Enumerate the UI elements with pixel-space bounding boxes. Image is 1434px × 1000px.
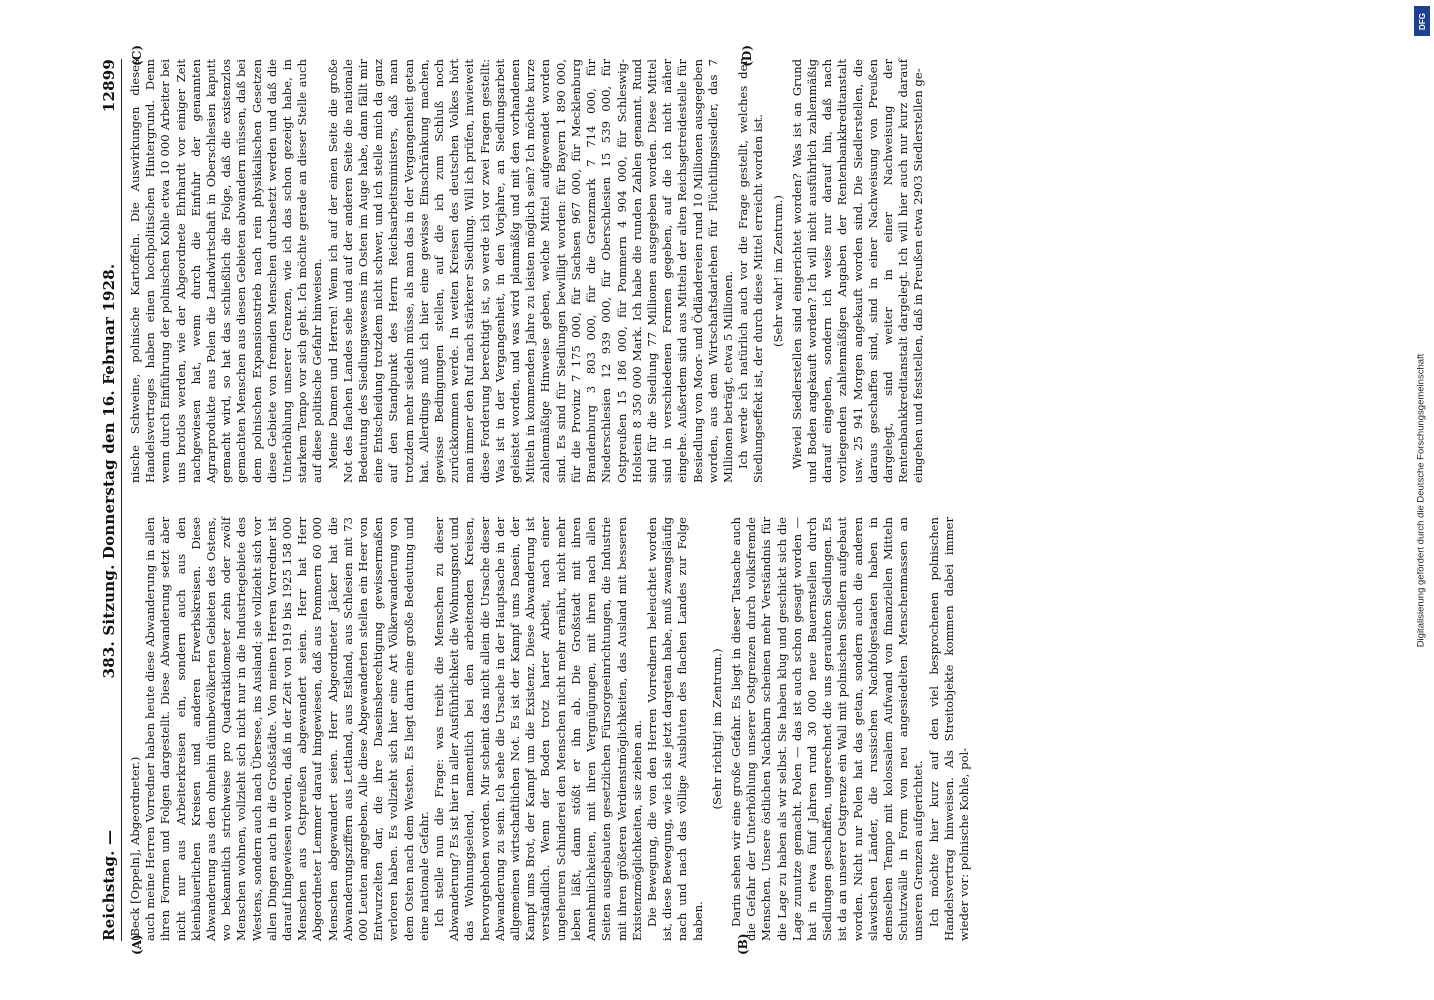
paragraph: Meine Damen und Herren! Wenn ich auf der einen Seite die große Not des flachen Landes sehe und auf der anderen Seite die nationale Bedeutung des Siedlungswesens im Osten im Auge habe, dann fällt mir eine Entscheidung trotzdem nicht schwer, und ich stelle mich da ganz auf den Standpunkt des Herrn Reichsarbeitsministers, daß man trotzdem mehr siedeln müsse, als man das in der Vergangenheit getan hat. Allerdings muß ich hier eine gewisse Einschränkung machen, gewisse Bedingungen stellen, auf die ich zum Schluß noch zurückkommen werde. In weiten Kreisen des deutschen Volkes hört man immer den Ruf nach stärkerer Siedlung. Will ich prüfen, inwieweit diese Forderung berechtigt ist, so werde ich vor zwei Fragen gestellt: Was ist in der Vergangenheit, in den Vorjahre, an Siedlungsarbeit geleistet worden, und was wird planmäßig und mit den vorhandenen Mitteln in kommenden Jahre zu leisten möglich sein? Ich möchte kurze zahlenmäßige Hinweise geben, welche Mittel aufgewendet worden sind. Es sind für Siedlungen bewilligt worden: für Bayern 1 890 000, für die Provinz 7 175 000, für Sachsen 967 000, für Mecklenburg Brandenburg 3 803 000, für die Grenzmark 7 714 000, für Niederschlesien 12 939 000, für Oberschlesien 15 539 000, für Ostpreußen 15 186 000, für Pommern 4 904 000, für Schleswig-Holstein 8 350 000 Mark. Ich habe die runden Zahlen genannt. Rund sind für die Siedlung 77 Millionen ausgegeben worden. Diese Mittel sind in verschiedenen Formen gegeben, auf die ich nicht näher eingehe. Außerdem sind aus Mitteln der alten Reichsgetreidestelle für Besiedlung von Moor- und Ödländereien rund 10 Millionen ausgegeben worden, aus dem Wirtschaftsdarlehen für Flüchtlingssiedler, das 7 Millionen beträgt, etwa 5 Millionen.	[325, 59, 735, 483]
paragraph: nische Schweine, polnische Kartoffeln. Die Auswirkungen dieses Handelsvertrages haben einen hochpolitischen Hintergrund. Denn wenn durch Einführung der polnischen Kohle etwa 10 000 Arbeiter bei uns brotlos werden, wie der Abgeordnete Ehrhardt vor einiger Zeit nachgewiesen hat, wenn durch die Einfuhr der genannten Agrarprodukte aus Polen die Landwirtschaft in Oberschlesien kaputt gemacht wird, so hat das schließlich die Folge, daß die existenzlos gemachten Menschen aus diesen Gebieten abwandern müssen, daß bei dem polnischen Expansionstrieb nach rein physikalischen Gesetzen diese Gebiete von fremden Menschen durchsetzt werden und daß die Unterhöhlung unserer Grenzen, wie ich das schon gezeigt habe, in starkem Tempo vor sich geht. Ich möchte gerade an dieser Stelle auch auf diese politische Gefahr hinweisen.	[128, 59, 325, 483]
margin-marker-d: (D)	[740, 45, 754, 67]
page-number: 12899	[100, 59, 118, 113]
dfg-logo	[1414, 6, 1430, 36]
header-left: Reichstag. —	[100, 829, 118, 941]
paragraph: auch meine Herren Vorredner haben heute diese Abwanderung in allen ihren Formen und Folgen dargestellt. Diese Abwanderung setzt aber nicht nur aus Arbeiterkreisen ein, sondern auch aus den kleinbäuerlichen Kreisen und anderen Erwerbskreisen. Diese Abwanderung aus den ohnehin dünnbevölkerten Gebieten des Ostens, wo bekanntlich strichweise pro Quadratkilometer zehn oder zwölf Menschen wohnen, vollzieht sich nicht nur in die Industriegebiete des Westens, sondern auch nach Übersee, ins Ausland; sie vollzieht sich vor allen Dingen auch in die Großstädte. Von meinen Herren Vorredner ist darauf hingewiesen worden, daß in der Zeit von 1919 bis 1925 158 000 Menschen aus Ostpreußen abgewandert seien. Herr hat Herr Abgeordneter Lemmer darauf hingewiesen, daß aus Pommern 60 000 Menschen abgewandert seien. Herr Abgeordneter Jäcker hat die Abwanderungsziffern aus Lettland, aus Estland, aus Schlesien mit 73 000 Leuten angegeben. Alle diese Abgewanderten stellen ein Heer von Entwurzelten dar, die ihre Daseinsberechtigung gewissermaßen verloren haben. Es vollzieht sich hier eine Art Völkerwanderung von dem Osten nach dem Westen. Es liegt darin eine große Bedeutung und eine nationale Gefahr.	[143, 517, 431, 941]
margin-marker-c: (C)	[130, 45, 144, 66]
interjection: (Sehr wahr! im Zentrum.)	[770, 195, 785, 347]
margin-marker-a: (A)	[130, 934, 144, 955]
header-session-date: 383. Sitzung. Donnerstag den 16. Februar 1928.	[100, 263, 118, 679]
paragraph: Ich stelle nun die Frage: was treibt die Menschen zu dieser Abwanderung? Es ist hier in aller Ausführlichkeit die Wohnungsnot und das Wohnungselend, namentlich bei den arbeitenden Kreisen, hervorgehoben worden. Mir scheint das nicht allein die Ursache dieser Abwanderung zu sein. Ich sehe die Ursache in der Hauptsache in der allgemeinen wirtschaftlichen Not. Es ist der Kampf ums Dasein, der Kampf ums Brot, der Kampf um die Existenz. Diese Abwanderung ist verständlich. Wenn der Boden trotz harter Arbeit, nach einer ungeheuren Schinderei den Menschen nicht mehr ernährt, nicht mehr leben läßt, dann stößt er ihn ab. Die Großstadt mit ihren Annehmlichkeiten, mit ihren Vergnügungen, mit ihren nach allen Seiten ausgebauten gesetzlichen Fürsorgeeinrichtungen, die Industrie mit ihren größeren Verdienstmöglichkeiten, das Ausland mit besseren Existenzmöglichkeiten, sie ziehen an.	[432, 517, 644, 941]
page-header	[100, 59, 122, 941]
digitization-note-text: Digitalisierung gefördert durch die Deutsche Forschungsgemeinschaft	[1415, 353, 1427, 647]
document-page	[90, 45, 1330, 955]
paragraph: Ich werde ich natürlich auch vor die Frage gestellt, welches der Siedlungseffekt ist, der durch diese Mittel erreicht worden ist.	[736, 59, 766, 483]
digitization-note	[1410, 0, 1432, 1000]
dfg-logo-text: DFG	[1417, 12, 1427, 30]
right-column	[128, 59, 972, 483]
paragraph: Die Bewegung, die von den Herren Vorrednern beleuchtet worden ist, diese Bewegung, wie ich sie jetzt dargetan habe, muß zwangsläufig nach und nach das völlige Ausbluten des flachen Landes zur Folge haben.	[644, 517, 705, 941]
margin-marker-b: (B)	[736, 933, 750, 955]
speaker-line: (Beck [Oppeln], Abgeordneter.)	[128, 756, 142, 941]
text-columns	[128, 45, 972, 955]
left-column	[128, 517, 972, 941]
paragraph: Darin sehen wir eine große Gefahr. Es liegt in dieser Tatsache auch die Gefahr der Unterhöhlung unserer Ostgrenzen durch volksfremde Menschen. Unsere östlichen Nachbarn scheinen mehr Verständnis für die Lage zu haben als wir selbst. Sie haben klug und geschickt sich die Lage zunutze gemacht. Polen — das ist auch schon gesagt worden — hat in etwa fünf Jahren rund 30 000 neue Bauernstellen durch Siedlungen geschaffen, ungerechnet die uns geraubten Siedlungen. Es ist da an unserer Ostgrenze ein Wall mit polnischen Siedlern aufgebaut worden. Nicht nur Polen hat das getan, sondern auch die anderen slawischen Länder, die russischen Nachfolgestaaten haben in demselben Tempo mit kolossalem Aufwand von finanziellen Mitteln Schutzwälle in Form von neu angesiedelten Menschenmassen an unseren Grenzen aufgerichtet.	[728, 517, 926, 941]
interjection: (Sehr richtig! im Zentrum.)	[709, 648, 724, 810]
paragraph: Wieviel Siedlerstellen sind eingerichtet worden? Was ist an Grund und Boden angekauft worden? Ich will nicht ausführlich zahlenmäßig darauf eingehen, sondern ich weise nur darauf hin, daß nach vorliegenden zahlenmäßigen Angaben der Rentenbankkreditanstalt usw. 25 941 Morgen angekauft worden sind. Die Siedlerstellen, die daraus geschaffen sind, sind in einer Nachweisung von Preußen dargelegt, sind weiter in einer Nachweisung der Rentenbankkreditanstalt dargelegt. Ich will hier auch nur kurz darauf eingehen und feststellen, daß in Preußen etwa 2903 Siedlerstellen ge-	[789, 59, 926, 483]
paragraph: Ich möchte hier kurz auf den viel besprochenen polnischen Handelsvertrag hinweisen. Als Streitobjekte kommen dabei immer wieder vor: polnische Kohle, pol-	[926, 517, 971, 941]
